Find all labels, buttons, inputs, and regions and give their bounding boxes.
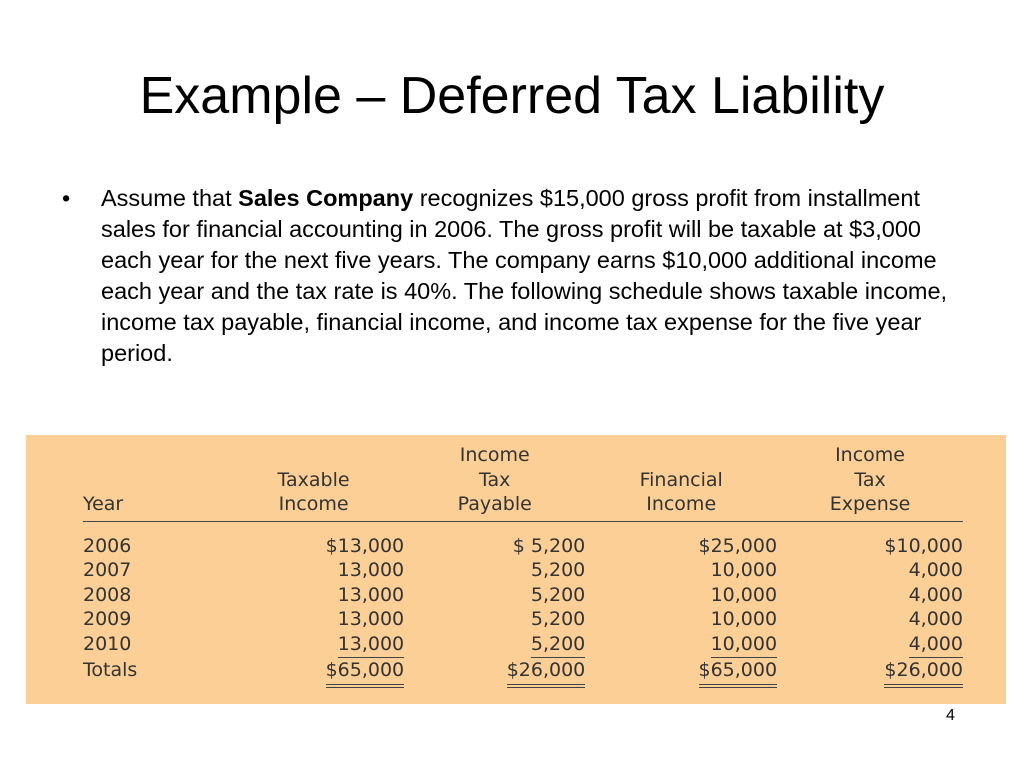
- cell-year: 2010: [83, 632, 132, 655]
- header-income-tax-payable: Income Tax Payable: [404, 443, 585, 521]
- cell-year: 2008: [83, 583, 132, 606]
- cell-income-tax-expense: 4,000: [908, 559, 963, 581]
- cell-total-income-tax-expense: $26,000: [777, 658, 963, 688]
- bullet-text-start: Assume that: [101, 185, 239, 211]
- totals-row: [83, 658, 963, 688]
- cell-year: 2007: [83, 559, 132, 581]
- cell-income-tax-expense: $10,000: [884, 534, 963, 557]
- cell-income-tax-payable: 5,200: [530, 608, 586, 630]
- schedule-panel: [26, 435, 1006, 704]
- cell-income-tax-payable: 5,200: [530, 559, 586, 581]
- cell-income-tax-expense: 4,000: [777, 632, 963, 659]
- header-financial-income: Financial Income: [585, 443, 777, 521]
- bullet-text-rest: recognizes $15,000 gross profit from installment sales for financial accounting in 2006. The gross profit will be taxable at $3,000 each year for the next five years. The company earns $10,000 additional income each year and the tax rate is 40%. The following schedule shows taxable income, income tax payable, financial income, and income tax expense for the five year period.: [101, 185, 948, 366]
- bullet-marker: •: [62, 185, 71, 211]
- slide-title: Example – Deferred Tax Liability: [139, 67, 885, 125]
- header-taxable-income: Taxable Income: [223, 443, 404, 521]
- spacer-row: [83, 521, 963, 534]
- cell-financial-income: $25,000: [698, 534, 778, 557]
- cell-year: 2006: [83, 534, 132, 557]
- table-row: [83, 534, 963, 559]
- cell-total-taxable-income: $65,000: [223, 658, 404, 688]
- company-name: Sales Company: [238, 185, 414, 211]
- cell-total-income-tax-payable: $26,000: [404, 658, 585, 688]
- table-row: [83, 607, 963, 632]
- cell-taxable-income: 13,000: [337, 559, 405, 581]
- cell-financial-income: 10,000: [585, 632, 777, 659]
- bullet-paragraph: [62, 183, 962, 369]
- cell-taxable-income: 13,000: [337, 608, 405, 630]
- bullet-text: [101, 183, 951, 369]
- header-income-tax-expense: Income Tax Expense: [777, 443, 963, 521]
- cell-total-financial-income: $65,000: [585, 658, 777, 688]
- cell-income-tax-payable: 5,200: [404, 632, 585, 659]
- cell-taxable-income: 13,000: [223, 632, 404, 659]
- tax-schedule-table: [83, 443, 963, 688]
- cell-taxable-income: $13,000: [325, 534, 405, 557]
- cell-income-tax-payable: $ 5,200: [512, 534, 586, 557]
- table-header-row: [83, 443, 963, 521]
- table-row: [83, 583, 963, 608]
- cell-financial-income: 10,000: [710, 559, 778, 581]
- header-year: Year: [83, 443, 223, 521]
- cell-taxable-income: 13,000: [337, 583, 405, 606]
- table-row: [83, 558, 963, 583]
- page-number: 4: [946, 707, 955, 724]
- cell-financial-income: 10,000: [710, 608, 778, 630]
- cell-totals-label: Totals: [83, 659, 138, 681]
- table-row: [83, 632, 963, 659]
- cell-financial-income: 10,000: [710, 583, 778, 606]
- cell-income-tax-payable: 5,200: [530, 583, 586, 606]
- cell-income-tax-expense: 4,000: [908, 608, 963, 630]
- cell-year: 2009: [83, 608, 132, 630]
- cell-income-tax-expense: 4,000: [908, 583, 963, 606]
